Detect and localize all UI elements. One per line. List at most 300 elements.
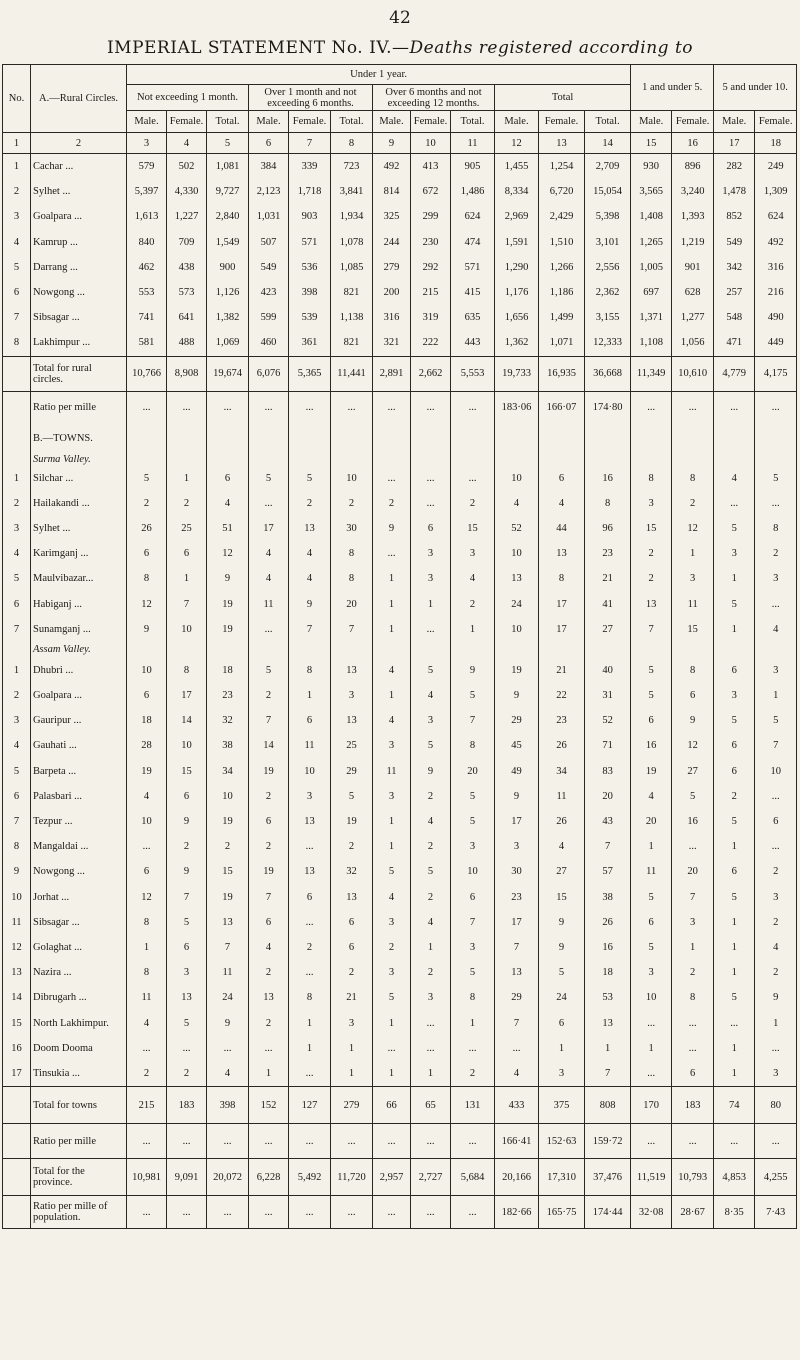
table-cell: 21: [331, 985, 373, 1010]
table-cell: 6: [249, 809, 289, 834]
table-cell: 3,101: [585, 230, 631, 255]
table-cell: 17,310: [539, 1159, 585, 1196]
table-row: [3, 255, 797, 280]
table-cell: 17: [167, 683, 207, 708]
row-name: Tezpur ...: [31, 809, 127, 834]
table-cell: 21: [539, 658, 585, 683]
table-cell: 5: [127, 466, 167, 491]
blank-cell: [207, 642, 249, 658]
row-name: Dibrugarh ...: [31, 985, 127, 1010]
table-cell: ...: [167, 1196, 207, 1229]
row-name: Nazira ...: [31, 960, 127, 985]
blank-cell: [373, 424, 411, 454]
table-cell: 5: [411, 733, 451, 758]
table-cell: 1: [331, 1061, 373, 1087]
table-cell: ...: [373, 1196, 411, 1229]
table-cell: 13: [289, 809, 331, 834]
table-cell: 3: [411, 541, 451, 566]
blank-cell: [373, 642, 411, 658]
table-cell: 581: [127, 330, 167, 356]
table-cell: 814: [373, 179, 411, 204]
table-cell: 1: [755, 683, 797, 708]
blank-cell: [631, 424, 672, 454]
table-cell: ...: [451, 466, 495, 491]
header-no: No.: [3, 65, 31, 133]
row-name: Ratio per mille: [31, 391, 127, 424]
header-over-6-months: Over 6 months and not exceeding 12 months.: [373, 85, 495, 111]
table-cell: 5: [167, 910, 207, 935]
blank-cell: [495, 424, 539, 454]
table-cell: 12: [207, 541, 249, 566]
table-cell: 11: [373, 759, 411, 784]
table-cell: 13: [539, 541, 585, 566]
blank-cell: [714, 454, 755, 466]
table-row: [3, 885, 797, 910]
table-cell: 3: [373, 733, 411, 758]
table-cell: 398: [289, 280, 331, 305]
table-cell: 15,054: [585, 179, 631, 204]
blank-cell: [631, 642, 672, 658]
table-cell: 1,138: [331, 305, 373, 330]
table-row: [3, 204, 797, 229]
table-cell: 15: [539, 885, 585, 910]
table-cell: 5: [539, 960, 585, 985]
table-cell: 1,186: [539, 280, 585, 305]
table-cell: 10: [451, 859, 495, 884]
blank-cell: [207, 424, 249, 454]
table-cell: 3: [714, 541, 755, 566]
table-cell: 45: [495, 733, 539, 758]
row-name: Maulvibazar...: [31, 566, 127, 591]
row-name: Mangaldai ...: [31, 834, 127, 859]
table-cell: 10: [167, 617, 207, 642]
table-cell: ...: [289, 1061, 331, 1087]
table-cell: 4: [755, 935, 797, 960]
table-cell: 11,720: [331, 1159, 373, 1196]
column-number: 10: [411, 133, 451, 154]
table-row: [3, 759, 797, 784]
row-number: 7: [3, 305, 31, 330]
table-cell: 11: [631, 859, 672, 884]
table-cell: 74: [714, 1087, 755, 1124]
table-cell: 4: [207, 491, 249, 516]
row-number: 1: [3, 154, 31, 180]
table-cell: 2,709: [585, 154, 631, 180]
table-cell: 5,397: [127, 179, 167, 204]
table-cell: 6: [289, 885, 331, 910]
table-cell: 6: [127, 859, 167, 884]
table-cell: 1: [331, 1036, 373, 1061]
row-number: 3: [3, 516, 31, 541]
table-cell: 1,108: [631, 330, 672, 356]
table-cell: 19: [127, 759, 167, 784]
table-cell: 1,265: [631, 230, 672, 255]
table-cell: 821: [331, 330, 373, 356]
table-cell: ...: [411, 1124, 451, 1159]
table-cell: 10: [167, 733, 207, 758]
table-cell: ...: [411, 491, 451, 516]
table-cell: 1: [289, 1036, 331, 1061]
table-cell: 9: [167, 809, 207, 834]
table-cell: 1: [714, 834, 755, 859]
table-cell: 490: [755, 305, 797, 330]
table-cell: 3: [631, 491, 672, 516]
table-cell: 5: [451, 960, 495, 985]
table-cell: ...: [167, 1036, 207, 1061]
table-cell: 1: [714, 910, 755, 935]
table-cell: 2: [411, 834, 451, 859]
table-row: [3, 516, 797, 541]
table-row: [3, 280, 797, 305]
blank-cell: [411, 424, 451, 454]
table-cell: 5: [249, 466, 289, 491]
table-cell: ...: [289, 1124, 331, 1159]
table-cell: 1,071: [539, 330, 585, 356]
column-number: 3: [127, 133, 167, 154]
table-cell: 166·07: [539, 391, 585, 424]
table-cell: 5: [249, 658, 289, 683]
table-cell: 2: [755, 541, 797, 566]
table-cell: 57: [585, 859, 631, 884]
table-cell: 1,031: [249, 204, 289, 229]
table-cell: 4: [249, 566, 289, 591]
heading-italic: Deaths registered according to: [409, 38, 694, 58]
table-cell: 10: [127, 809, 167, 834]
table-cell: 11,441: [331, 356, 373, 391]
table-cell: 741: [127, 305, 167, 330]
table-cell: 2,662: [411, 356, 451, 391]
table-cell: 16: [585, 935, 631, 960]
table-cell: ...: [411, 617, 451, 642]
table-cell: 2: [249, 834, 289, 859]
table-cell: 1,126: [207, 280, 249, 305]
table-cell: 1: [411, 935, 451, 960]
header-sub-male-12: Male.: [631, 111, 672, 133]
table-cell: ...: [672, 1124, 714, 1159]
table-cell: 8: [289, 985, 331, 1010]
table-cell: 7: [331, 617, 373, 642]
table-cell: 38: [207, 733, 249, 758]
table-cell: 12: [127, 591, 167, 616]
blank-cell: [755, 454, 797, 466]
table-cell: 571: [451, 255, 495, 280]
table-cell: 1: [714, 1061, 755, 1087]
blank-cell: [289, 454, 331, 466]
table-cell: 5: [451, 784, 495, 809]
header-sub-female-10: Female.: [539, 111, 585, 133]
blank-cell: [289, 424, 331, 454]
row-name: Doom Dooma: [31, 1036, 127, 1061]
table-cell: 19: [207, 617, 249, 642]
table-cell: ...: [451, 1196, 495, 1229]
table-cell: 10: [331, 466, 373, 491]
table-cell: 174·80: [585, 391, 631, 424]
row-number: 4: [3, 733, 31, 758]
table-cell: 319: [411, 305, 451, 330]
table-cell: 13: [167, 985, 207, 1010]
table-cell: 8: [331, 566, 373, 591]
table-cell: 2: [127, 491, 167, 516]
table-cell: 624: [451, 204, 495, 229]
row-number: 8: [3, 834, 31, 859]
table-cell: 11: [249, 591, 289, 616]
table-cell: 9: [451, 658, 495, 683]
table-cell: 23: [585, 541, 631, 566]
table-cell: 1,455: [495, 154, 539, 180]
table-cell: 7: [167, 591, 207, 616]
table-cell: 1: [167, 466, 207, 491]
table-cell: 21: [585, 566, 631, 591]
table-row: [3, 859, 797, 884]
table-cell: 9: [539, 910, 585, 935]
table-cell: ...: [127, 1036, 167, 1061]
table-cell: 548: [714, 305, 755, 330]
table-row: [3, 154, 797, 180]
table-row: [3, 985, 797, 1010]
table-cell: 7: [585, 834, 631, 859]
table-cell: 438: [167, 255, 207, 280]
table-cell: 901: [672, 255, 714, 280]
table-cell: 34: [539, 759, 585, 784]
table-cell: ...: [411, 466, 451, 491]
table-cell: ...: [127, 391, 167, 424]
table-cell: 10,981: [127, 1159, 167, 1196]
table-cell: ...: [127, 834, 167, 859]
table-cell: 5: [411, 658, 451, 683]
table-cell: 27: [539, 859, 585, 884]
row-name: Goalpara ...: [31, 204, 127, 229]
table-cell: 672: [411, 179, 451, 204]
blank-cell: [3, 642, 31, 658]
table-cell: 9: [207, 1010, 249, 1035]
row-number: 5: [3, 759, 31, 784]
table-cell: 1,499: [539, 305, 585, 330]
table-cell: 321: [373, 330, 411, 356]
table-cell: 19,674: [207, 356, 249, 391]
table-cell: 8: [755, 516, 797, 541]
table-cell: 2: [714, 784, 755, 809]
table-cell: 6,720: [539, 179, 585, 204]
table-cell: 1: [585, 1036, 631, 1061]
header-over-1-month: Over 1 month and not exceeding 6 months.: [249, 85, 373, 111]
table-cell: 13: [631, 591, 672, 616]
table-cell: 624: [755, 204, 797, 229]
table-cell: 5: [451, 809, 495, 834]
table-cell: ...: [755, 1036, 797, 1061]
table-cell: 5: [714, 985, 755, 1010]
table-cell: 449: [755, 330, 797, 356]
row-name: Total for the province.: [31, 1159, 127, 1196]
table-cell: 22: [539, 683, 585, 708]
row-name: Habiganj ...: [31, 591, 127, 616]
table-cell: 8: [127, 566, 167, 591]
row-number: 5: [3, 255, 31, 280]
table-cell: 20: [585, 784, 631, 809]
table-cell: 127: [289, 1087, 331, 1124]
table-cell: 4,779: [714, 356, 755, 391]
table-cell: 1,005: [631, 255, 672, 280]
row-name: Total for rural circles.: [31, 356, 127, 391]
table-cell: ...: [714, 1124, 755, 1159]
table-cell: 7: [495, 1010, 539, 1035]
table-cell: 10: [495, 541, 539, 566]
table-cell: 375: [539, 1087, 585, 1124]
header-sub-male-6: Male.: [373, 111, 411, 133]
table-cell: 6: [411, 516, 451, 541]
blank-cell: [249, 424, 289, 454]
table-cell: 9: [127, 617, 167, 642]
table-cell: 1: [539, 1036, 585, 1061]
table-cell: 539: [289, 305, 331, 330]
table-cell: 29: [331, 759, 373, 784]
table-row: [3, 1036, 797, 1061]
table-cell: ...: [714, 391, 755, 424]
table-cell: 8: [127, 960, 167, 985]
table-cell: 3: [755, 566, 797, 591]
blank-cell: [451, 424, 495, 454]
row-name: Golaghat ...: [31, 935, 127, 960]
table-cell: 2: [331, 491, 373, 516]
table-cell: 32: [207, 708, 249, 733]
table-cell: 249: [755, 154, 797, 180]
column-number: 8: [331, 133, 373, 154]
table-cell: 4: [631, 784, 672, 809]
table-cell: 507: [249, 230, 289, 255]
table-cell: 14: [249, 733, 289, 758]
table-cell: 1: [672, 541, 714, 566]
row-number: 6: [3, 784, 31, 809]
table-cell: 2: [207, 834, 249, 859]
table-cell: 4: [127, 1010, 167, 1035]
table-cell: 6: [331, 910, 373, 935]
table-cell: 635: [451, 305, 495, 330]
table-cell: 19: [331, 809, 373, 834]
table-cell: 13: [585, 1010, 631, 1035]
row-name: Nowgong ...: [31, 859, 127, 884]
table-cell: ...: [249, 617, 289, 642]
table-cell: 7: [207, 935, 249, 960]
section-heading: Surma Valley.: [31, 454, 127, 466]
table-cell: 1: [167, 566, 207, 591]
table-cell: 49: [495, 759, 539, 784]
row-number: 8: [3, 330, 31, 356]
table-row: [3, 330, 797, 356]
table-cell: 4: [495, 491, 539, 516]
table-cell: ...: [127, 1196, 167, 1229]
table-cell: 28·67: [672, 1196, 714, 1229]
blank-cell: [373, 454, 411, 466]
table-cell: 257: [714, 280, 755, 305]
table-cell: 325: [373, 204, 411, 229]
column-number: 16: [672, 133, 714, 154]
table-cell: 1,934: [331, 204, 373, 229]
row-number: 1: [3, 466, 31, 491]
table-cell: 19: [631, 759, 672, 784]
table-cell: 7: [755, 733, 797, 758]
table-cell: ...: [373, 541, 411, 566]
blank-cell: [127, 454, 167, 466]
table-cell: 9: [495, 784, 539, 809]
table-cell: 5: [411, 859, 451, 884]
table-cell: 4,853: [714, 1159, 755, 1196]
table-row: [3, 960, 797, 985]
table-cell: 13: [289, 516, 331, 541]
table-cell: ...: [127, 1124, 167, 1159]
row-name: Barpeta ...: [31, 759, 127, 784]
table-cell: 24: [495, 591, 539, 616]
row-name: Cachar ...: [31, 154, 127, 180]
blank-cell: [249, 454, 289, 466]
table-cell: 3: [331, 1010, 373, 1035]
column-number: 9: [373, 133, 411, 154]
table-cell: ...: [331, 391, 373, 424]
table-cell: 182·66: [495, 1196, 539, 1229]
table-cell: 2: [451, 491, 495, 516]
table-cell: ...: [755, 784, 797, 809]
table-cell: 398: [207, 1087, 249, 1124]
table-cell: 896: [672, 154, 714, 180]
row-number: 14: [3, 985, 31, 1010]
table-cell: 2: [631, 566, 672, 591]
table-cell: ...: [207, 1036, 249, 1061]
table-cell: 6: [289, 708, 331, 733]
table-cell: ...: [631, 1010, 672, 1035]
table-cell: ...: [249, 391, 289, 424]
table-cell: 5,684: [451, 1159, 495, 1196]
table-row: [3, 1124, 797, 1159]
blank-cell: [672, 424, 714, 454]
table-cell: 25: [331, 733, 373, 758]
table-cell: 821: [331, 280, 373, 305]
table-cell: 13: [207, 910, 249, 935]
table-cell: 1: [755, 1010, 797, 1035]
table-cell: 10: [755, 759, 797, 784]
table-cell: 1,478: [714, 179, 755, 204]
table-cell: 1,656: [495, 305, 539, 330]
column-number: 6: [249, 133, 289, 154]
table-cell: 244: [373, 230, 411, 255]
table-cell: 9: [672, 708, 714, 733]
table-cell: 2: [672, 960, 714, 985]
table-cell: 5,553: [451, 356, 495, 391]
table-cell: 36,668: [585, 356, 631, 391]
table-cell: 1,591: [495, 230, 539, 255]
table-cell: 230: [411, 230, 451, 255]
table-cell: 423: [249, 280, 289, 305]
table-cell: ...: [331, 1196, 373, 1229]
table-cell: 840: [127, 230, 167, 255]
blank-cell: [714, 424, 755, 454]
table-cell: 697: [631, 280, 672, 305]
table-cell: 316: [755, 255, 797, 280]
table-cell: ...: [631, 1124, 672, 1159]
table-cell: ...: [249, 1196, 289, 1229]
row-name: Darrang ...: [31, 255, 127, 280]
table-cell: 1: [631, 834, 672, 859]
table-cell: ...: [755, 391, 797, 424]
table-cell: 7: [585, 1061, 631, 1087]
table-cell: 13: [331, 708, 373, 733]
table-cell: ...: [755, 1124, 797, 1159]
table-cell: 7: [631, 617, 672, 642]
table-cell: 2,891: [373, 356, 411, 391]
table-cell: ...: [207, 1124, 249, 1159]
table-cell: 1,085: [331, 255, 373, 280]
deaths-statement-table: [2, 64, 797, 1229]
column-number: 5: [207, 133, 249, 154]
table-cell: ...: [289, 960, 331, 985]
column-number: 12: [495, 133, 539, 154]
